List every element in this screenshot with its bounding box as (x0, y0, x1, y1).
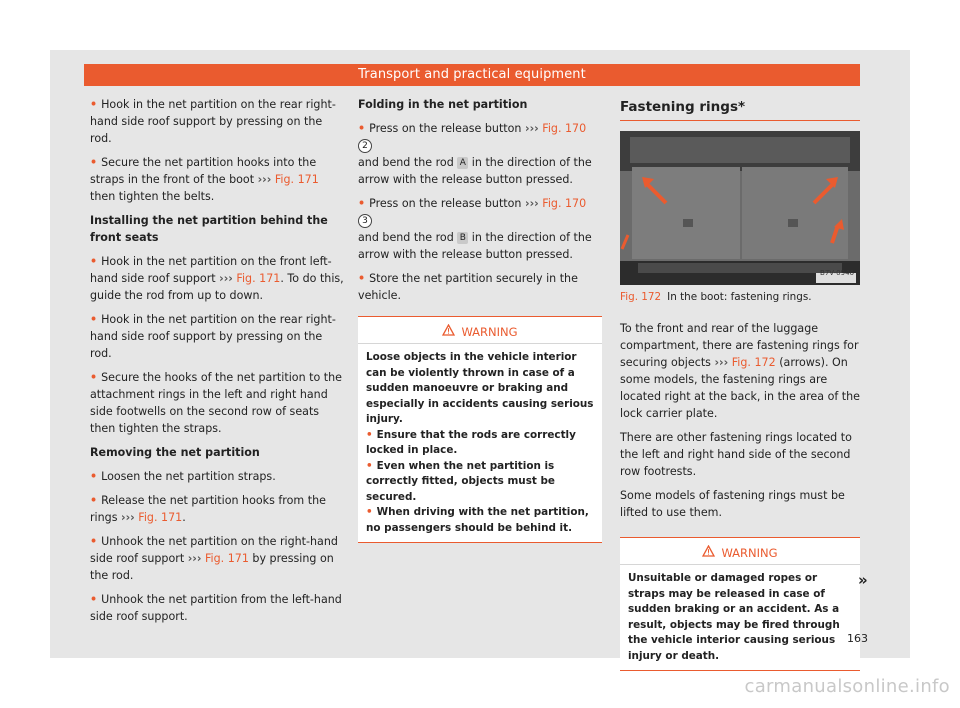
watermark: carmanualsonline.info (744, 676, 950, 697)
fig-link[interactable]: Fig. 171 (236, 272, 281, 285)
image-code: B7V-0946 (820, 269, 854, 277)
boot-photo (620, 131, 860, 285)
callout-key: B (457, 232, 468, 244)
list-item: • Unhook the net partition from the left-hand side roof support. (90, 591, 345, 625)
fig-link[interactable]: Fig. 170 (542, 197, 587, 210)
list-item: • Press on the release button ››› Fig. 170 2 and bend the rod A in the direction of the arrow with the release button pressed. (358, 120, 602, 188)
section-heading: Installing the net partition behind the front seats (90, 214, 328, 244)
page-number: 163 (847, 632, 868, 645)
warning-box (358, 316, 602, 543)
list-item: • Hook in the net partition on the front left-hand side roof support ››› Fig. 171. To do this, guide the rod from up to down. (90, 253, 345, 304)
list-item: • Release the net partition hooks from the rings ››› Fig. 171. (90, 492, 345, 526)
warning-box (620, 537, 860, 671)
paragraph: Some models of fastening rings must be lifted to use them. (620, 489, 845, 519)
figure-caption: Fig. 172 In the boot: fastening rings. (620, 291, 812, 303)
list-item: • Hook in the net partition on the rear right-hand side roof support by pressing on the rod. (90, 311, 345, 362)
section-heading: Folding in the net partition (358, 98, 528, 111)
callout-number: 2 (358, 139, 372, 153)
continue-mark: » (858, 571, 868, 589)
list-item: • Store the net partition securely in the vehicle. (358, 270, 602, 304)
list-item: • Secure the net partition hooks into the straps in the front of the boot ››› Fig. 171 then tighten the belts. (90, 154, 345, 205)
section-title: Fastening rings* (620, 96, 860, 121)
paragraph: There are other fastening rings located to the left and right hand side of the second row footrests. (620, 431, 852, 478)
warning-text: Loose objects in the vehicle interior can be violently thrown in case of a sudden manoeuvre or braking and especially in accidents causing serious injury. (366, 351, 594, 425)
warning-item: • Ensure that the rods are correctly locked in place. (366, 428, 594, 459)
fig-link[interactable]: Fig. 171 (138, 511, 183, 524)
column-3 (620, 96, 860, 671)
fig-link[interactable]: Fig. 172 (731, 356, 776, 369)
section-heading: Removing the net partition (90, 446, 260, 459)
column-1 (90, 96, 345, 625)
list-item: • Secure the hooks of the net partition to the attachment rings in the left and right hand side footwells on the second row of seats then tighten the straps. (90, 369, 345, 437)
warning-item: • Even when the net partition is correctly fitted, objects must be secured. (366, 459, 594, 506)
list-item: • Press on the release button ››› Fig. 170 3 and bend the rod B in the direction of the arrow with the release button pressed. (358, 195, 602, 263)
page-header: Transport and practical equipment (84, 64, 860, 86)
warning-item: • When driving with the net partition, no passengers should be behind it. (366, 505, 594, 536)
warning-title: WARNING (358, 321, 602, 344)
paragraph: To the front and rear of the luggage compartment, there are fastening rings for securing objects ››› Fig. 172 (arrows). On some models, the fastening rings are located right at the back, in the area of the lock carrier plate. (620, 322, 860, 420)
fig-link[interactable]: Fig. 171 (274, 173, 319, 186)
list-item: • Loosen the net partition straps. (90, 468, 345, 485)
warning-triangle-icon (702, 542, 715, 564)
callout-number: 3 (358, 214, 372, 228)
column-2 (358, 96, 602, 543)
list-item: • Unhook the net partition on the right-hand side roof support ››› Fig. 171 by pressing on the rod. (90, 533, 345, 584)
fig-link[interactable]: Fig. 171 (204, 552, 249, 565)
callout-key: A (457, 157, 468, 169)
warning-triangle-icon (442, 321, 455, 343)
list-item: • Hook in the net partition on the rear right-hand side roof support by pressing on the rod. (90, 96, 345, 147)
fig-link[interactable]: Fig. 170 (542, 122, 587, 135)
warning-title: WARNING (620, 542, 860, 565)
warning-text: Unsuitable or damaged ropes or straps may be released in case of sudden braking or an accident. As a result, objects may be fired through the vehicle interior causing serious injury or death. (628, 572, 840, 662)
